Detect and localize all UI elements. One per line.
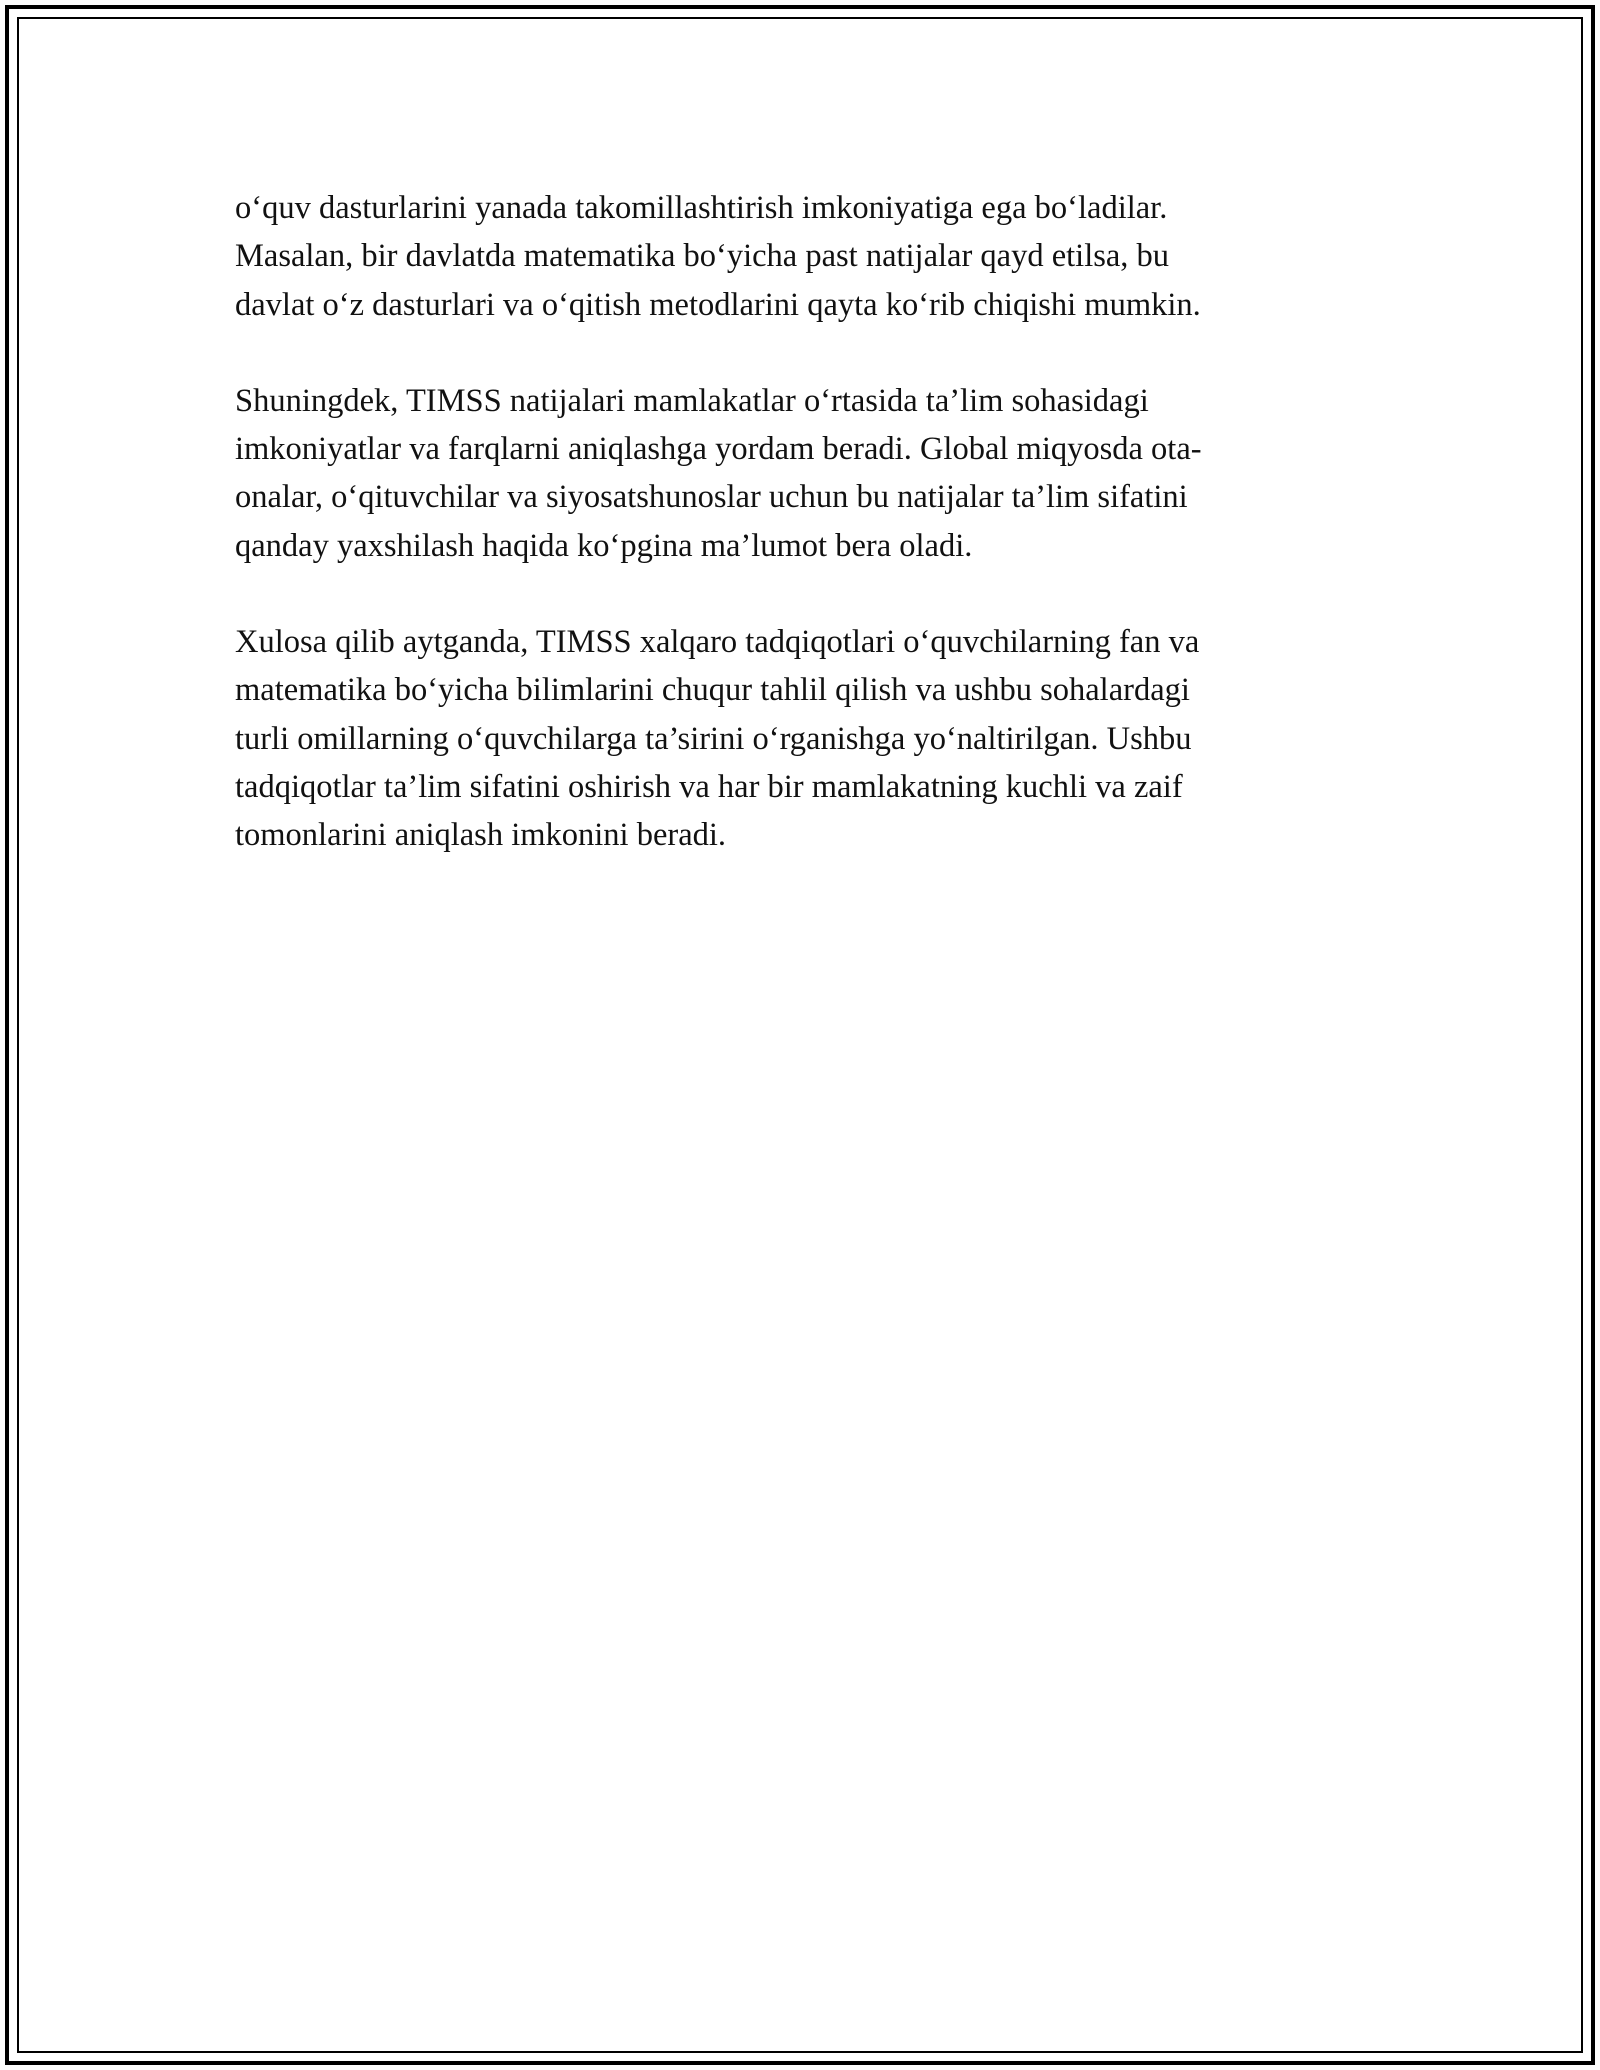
paragraph-2: Shuningdek, TIMSS natijalari mamlakatlar o‘rtasida ta’lim sohasidagi imkoniyatlar va farqlarni aniqlashga yordam beradi. Global miqyosda ota- onalar, o‘qituvchilar va siyosatshunoslar uchun bu natijalar ta’lim sifatini qanday yaxshilash haqida ko‘pgina ma’lumot bera oladi. — [235, 382, 1202, 564]
paragraph-1: o‘quv dasturlarini yanada takomillashtirish imkoniyatiga ega bo‘ladilar. Masalan, bir davlatda matematika bo‘yicha past natijalar qayd etilsa, bu davlat o‘z dasturlari va o‘qitish metodlarini qayta ko‘rib chiqishi mumkin. — [235, 190, 1201, 323]
paragraph-3: Xulosa qilib aytganda, TIMSS xalqaro tadqiqotlari o‘quvchilarning fan va matematika bo‘yicha bilimlarini chuqur tahlil qilish va ushbu sohalardagi turli omillarning o‘quvchilarga ta’sirini o‘rganishga yo‘naltirilgan. Ushbu tadqiqotlar ta’lim sifatini oshirish va har bir mamlakatning kuchli va zaif tomonlarini aniqlash imkonini beradi. — [235, 624, 1200, 854]
document-body — [235, 184, 1375, 908]
